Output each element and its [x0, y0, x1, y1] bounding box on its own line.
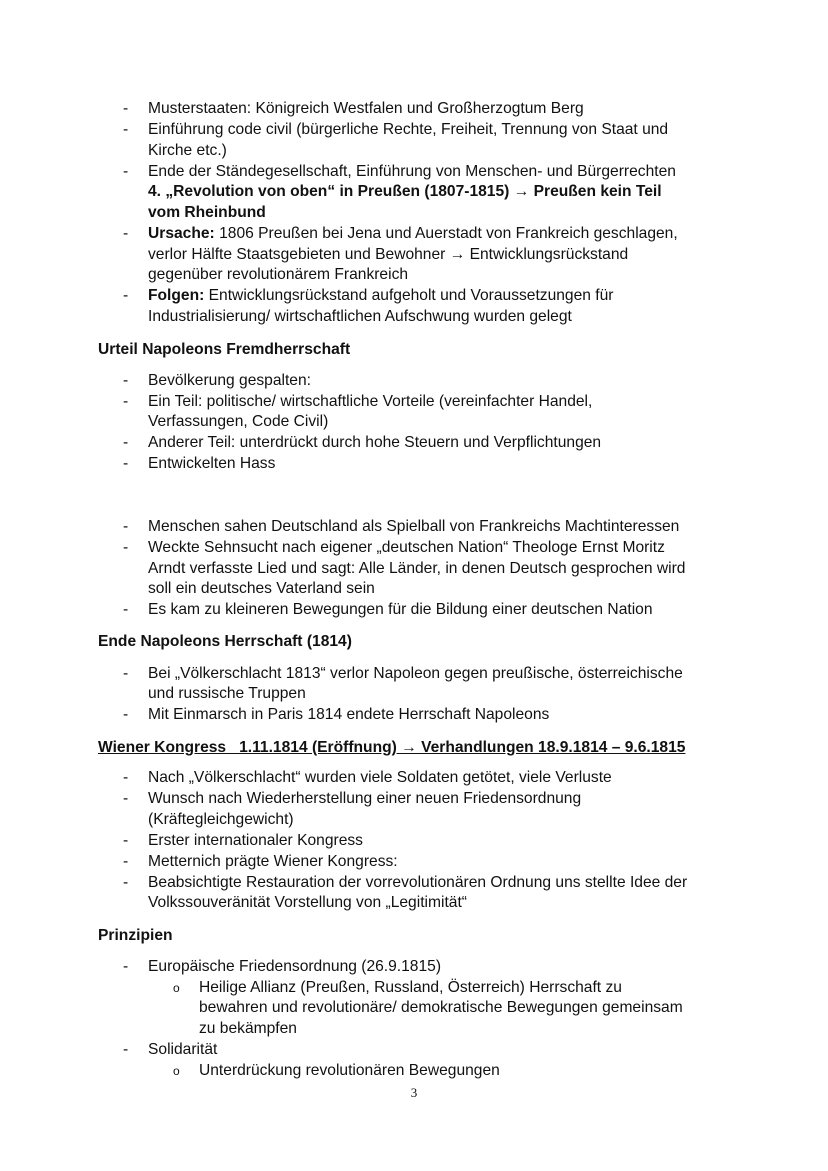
list-item-continuation: Volkssouveränität Vorstellung von „Legitimität“	[148, 894, 467, 911]
sub-list-item-continuation: zu bekämpfen	[199, 1020, 297, 1037]
list-item-ursache	[148, 224, 678, 244]
bullet-dash: -	[123, 100, 129, 117]
bullet-dash: -	[123, 958, 129, 975]
subheading-revolution-continuation: vom Rheinbund	[148, 204, 266, 221]
list-item: Ein Teil: politische/ wirtschaftliche Vorteile (vereinfachter Handel,	[148, 393, 593, 410]
list-item: Musterstaaten: Königreich Westfalen und Großherzogtum Berg	[148, 100, 584, 117]
list-item: Solidarität	[148, 1041, 218, 1058]
list-item: Menschen sahen Deutschland als Spielball von Frankreichs Machtinteressen	[148, 518, 680, 535]
bullet-dash: -	[123, 601, 129, 618]
section-heading-wiener-kongress: Wiener Kongress 1.11.1814 (Eröffnung) → Verhandlungen 18.9.1814 – 9.6.1815	[98, 739, 686, 756]
bullet-dash: -	[123, 372, 129, 389]
page-number: 3	[410, 1085, 418, 1100]
bullet-dash: -	[123, 853, 129, 870]
list-item: Europäische Friedensordnung (26.9.1815)	[148, 958, 442, 975]
bullet-circle: o	[173, 981, 180, 995]
list-item-continuation: Verfassungen, Code Civil)	[148, 413, 329, 430]
bullet-dash: -	[123, 790, 129, 807]
sub-list-item-continuation: bewahren und revolutionäre/ demokratische Bewegungen gemeinsam	[199, 999, 683, 1016]
list-item: Weckte Sehnsucht nach eigener „deutschen Nation“ Theologe Ernst Moritz	[148, 539, 665, 556]
bullet-dash: -	[123, 434, 129, 451]
bullet-dash: -	[123, 665, 129, 682]
list-item: Mit Einmarsch in Paris 1814 endete Herrschaft Napoleons	[148, 706, 550, 723]
bullet-circle: o	[173, 1064, 180, 1078]
ursache-text: 1806 Preußen bei Jena und Auerstadt von Frankreich geschlagen,	[219, 225, 678, 242]
section-heading-ende: Ende Napoleons Herrschaft (1814)	[98, 633, 352, 650]
list-item: Beabsichtigte Restauration der vorrevolutionären Ordnung uns stellte Idee der	[148, 874, 688, 891]
list-item-continuation: Kirche etc.)	[148, 142, 227, 159]
list-item: Entwickelten Hass	[148, 455, 276, 472]
list-item: Wunsch nach Wiederherstellung einer neuen Friedensordnung	[148, 790, 582, 807]
folgen-text: Entwicklungsrückstand aufgeholt und Voraussetzungen für	[208, 287, 614, 304]
list-item: Bei „Völkerschlacht 1813“ verlor Napoleon gegen preußische, österreichische	[148, 665, 683, 682]
bullet-dash: -	[123, 163, 129, 180]
bullet-dash: -	[123, 121, 129, 138]
list-item: Nach „Völkerschlacht“ wurden viele Soldaten getötet, viele Verluste	[148, 769, 612, 786]
sub-list-item: Heilige Allianz (Preußen, Russland, Österreich) Herrschaft zu	[199, 979, 622, 996]
subheading-revolution: 4. „Revolution von oben“ in Preußen (1807-1815) → Preußen kein Teil	[148, 183, 662, 200]
list-item: Anderer Teil: unterdrückt durch hohe Steuern und Verpflichtungen	[148, 434, 602, 451]
bullet-dash: -	[123, 539, 129, 556]
list-item-continuation: soll ein deutsches Vaterland sein	[148, 580, 375, 597]
list-item-continuation: Arndt verfasste Lied und sagt: Alle Länder, in denen Deutsch gesprochen wird	[148, 560, 686, 577]
bullet-dash: -	[123, 706, 129, 723]
list-item: Es kam zu kleineren Bewegungen für die Bildung einer deutschen Nation	[148, 601, 653, 618]
bullet-dash: -	[123, 832, 129, 849]
list-item: Ende der Ständegesellschaft, Einführung von Menschen- und Bürgerrechten	[148, 163, 676, 180]
list-item-continuation: gegenüber revolutionärem Frankreich	[148, 266, 409, 283]
bullet-dash: -	[123, 393, 129, 410]
list-item-continuation: Industrialisierung/ wirtschaftlichen Aufschwung wurden gelegt	[148, 308, 572, 325]
folgen-label: Folgen:	[148, 287, 205, 304]
list-item: Erster internationaler Kongress	[148, 832, 363, 849]
list-item-folgen	[148, 286, 613, 306]
bullet-dash: -	[123, 225, 129, 242]
list-item: Metternich prägte Wiener Kongress:	[148, 853, 398, 870]
list-item-continuation: verlor Hälfte Staatsgebieten und Bewohner → Entwicklungsrückstand	[148, 246, 629, 263]
bullet-dash: -	[123, 287, 129, 304]
section-heading-urteil: Urteil Napoleons Fremdherrschaft	[98, 341, 351, 358]
section-heading-prinzipien: Prinzipien	[98, 927, 173, 944]
list-item: Einführung code civil (bürgerliche Rechte, Freiheit, Trennung von Staat und	[148, 121, 669, 138]
bullet-dash: -	[123, 455, 129, 472]
list-item-continuation: und russische Truppen	[148, 685, 306, 702]
bullet-dash: -	[123, 769, 129, 786]
bullet-dash: -	[123, 518, 129, 535]
bullet-dash: -	[123, 874, 129, 891]
list-item-continuation: (Kräftegleichgewicht)	[148, 811, 294, 828]
list-item: Bevölkerung gespalten:	[148, 372, 311, 389]
ursache-label: Ursache:	[148, 225, 215, 242]
bullet-dash: -	[123, 1041, 129, 1058]
sub-list-item: Unterdrückung revolutionären Bewegungen	[199, 1062, 500, 1079]
